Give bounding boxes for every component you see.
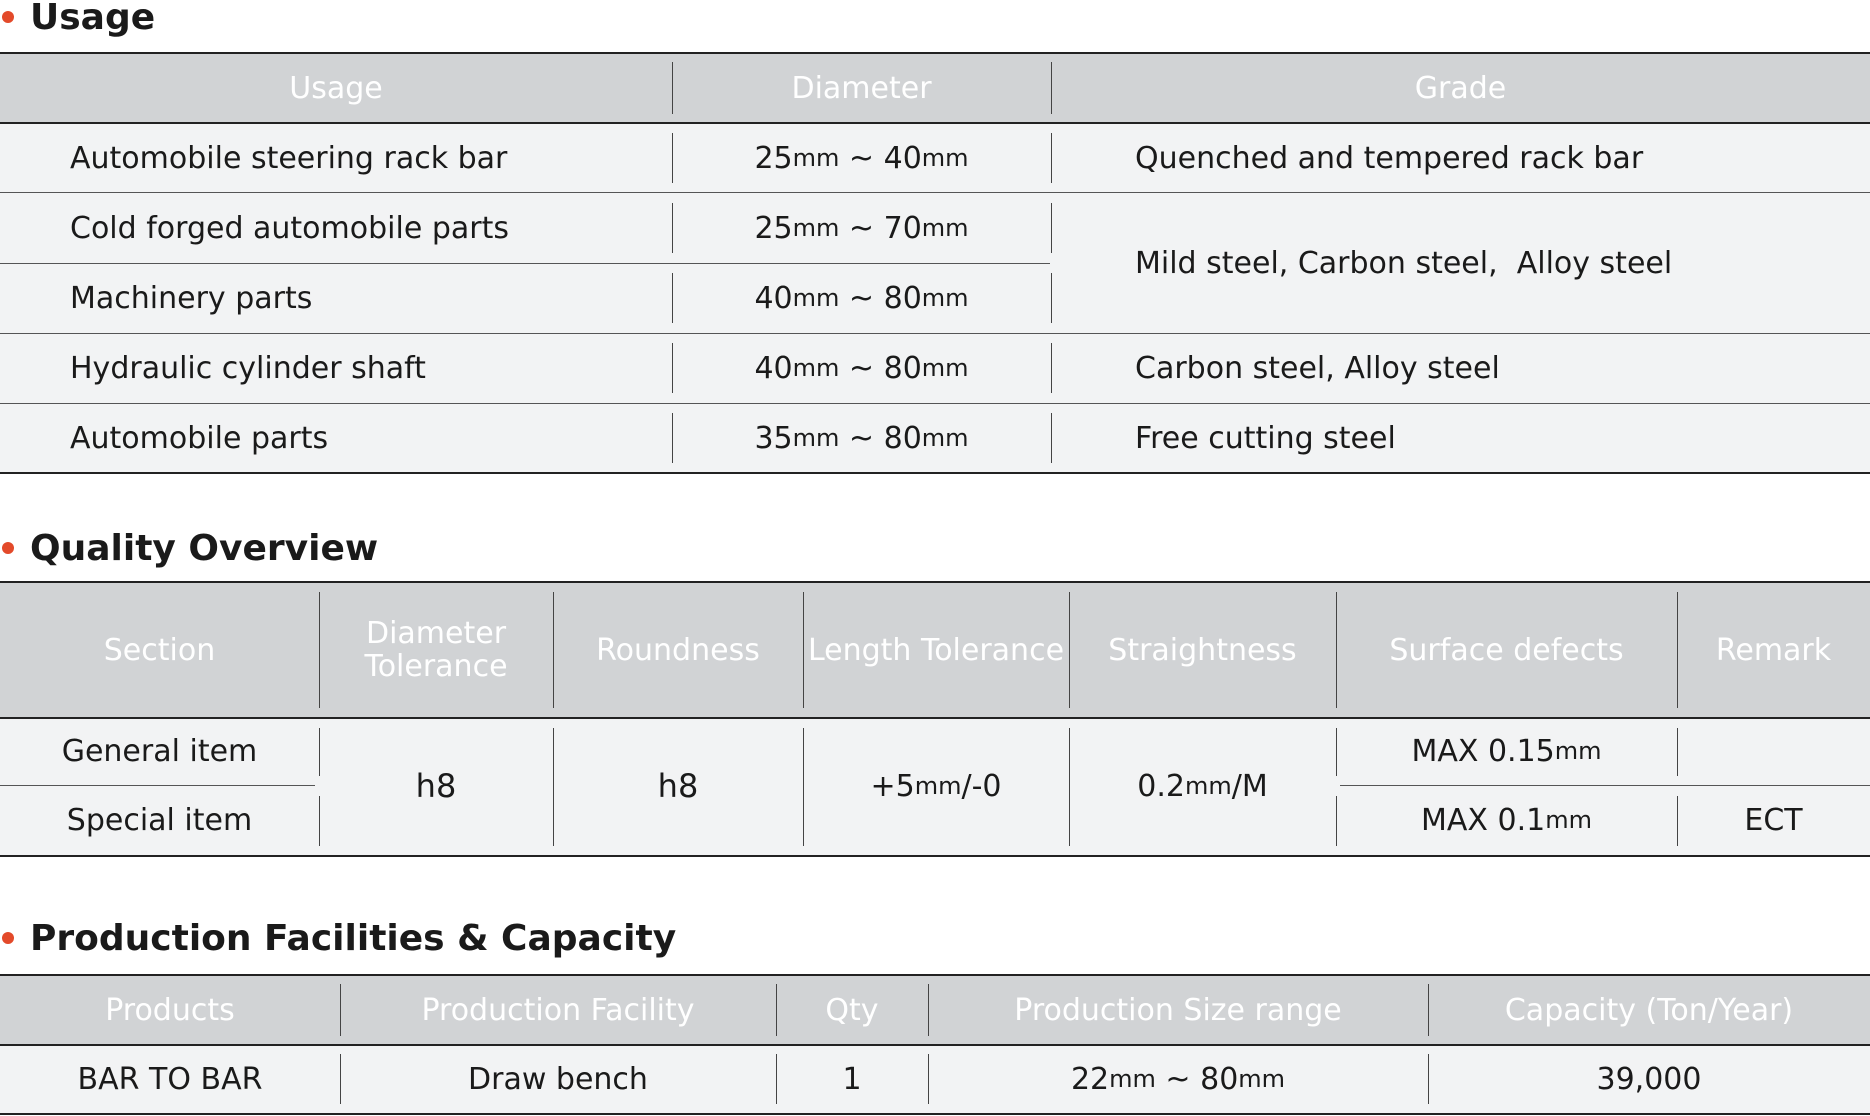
- diameter-min: 40: [754, 280, 793, 316]
- column-header-qty: Qty: [825, 992, 879, 1028]
- column-header-surface-defects: Surface defects: [1389, 632, 1624, 668]
- length-tolerance-plus: +5: [870, 769, 915, 804]
- unit-label: mm: [792, 423, 840, 452]
- remark-general: [1677, 718, 1870, 785]
- range-separator: ~: [839, 350, 884, 386]
- usage-heading: [0, 0, 156, 38]
- column-header-straightness: Straightness: [1108, 632, 1297, 668]
- size-min: 22: [1070, 1061, 1110, 1097]
- unit-label: mm: [921, 283, 969, 312]
- column-header-grade: Grade: [1414, 70, 1507, 106]
- column-header-roundness: Roundness: [596, 632, 760, 668]
- column-header-size-range: Production Size range: [1014, 992, 1342, 1028]
- roundness-value: h8: [657, 766, 699, 805]
- column-header-products: Products: [105, 992, 235, 1028]
- column-header-usage: Usage: [289, 70, 383, 106]
- straightness-per: /M: [1231, 769, 1268, 804]
- divider: [0, 855, 1870, 857]
- unit-label: mm: [921, 423, 969, 452]
- diameter-cell: [672, 403, 1051, 473]
- usage-cell: Hydraulic cylinder shaft: [70, 350, 426, 386]
- grade-cell: Carbon steel, Alloy steel: [1135, 350, 1500, 386]
- diameter-max: 80: [883, 420, 922, 456]
- diameter-cell: [672, 263, 1051, 333]
- bullet-icon: [2, 11, 14, 23]
- range-separator: ~: [839, 140, 884, 176]
- column-header-diameter: Diameter: [791, 70, 932, 106]
- section-special-item: Special item: [66, 803, 253, 838]
- surface-defect-special: [1336, 786, 1677, 855]
- quality-heading: [0, 528, 378, 568]
- qty-cell: 1: [842, 1061, 862, 1097]
- column-header-remark: Remark: [1715, 632, 1832, 668]
- unit-label: mm: [792, 143, 840, 172]
- unit-label: mm: [1109, 1064, 1156, 1093]
- unit-label: mm: [792, 213, 840, 242]
- column-header-capacity: Capacity (Ton/Year): [1504, 992, 1794, 1028]
- unit-label: mm: [1184, 772, 1232, 801]
- range-separator: ~: [839, 210, 884, 246]
- usage-cell: Machinery parts: [70, 280, 313, 316]
- range-separator: ~: [839, 280, 884, 316]
- length-tolerance-value: [803, 718, 1069, 855]
- grade-cell-merged: Mild steel, Carbon steel, Alloy steel: [1135, 245, 1673, 281]
- grade-cell: Quenched and tempered rack bar: [1135, 140, 1644, 176]
- straightness-value: [1069, 718, 1336, 855]
- range-separator: ~: [839, 420, 884, 456]
- divider: [0, 1113, 1870, 1115]
- bullet-icon: [2, 932, 14, 944]
- grade-cell: Free cutting steel: [1135, 420, 1396, 456]
- diameter-min: 40: [754, 350, 793, 386]
- column-divider: [1051, 273, 1052, 323]
- range-separator: ~: [1155, 1061, 1201, 1097]
- production-title: Production Facilities & Capacity: [30, 917, 677, 959]
- column-divider: [1051, 133, 1052, 183]
- column-header-section: Section: [103, 632, 216, 668]
- facility-cell: Draw bench: [468, 1061, 648, 1097]
- length-tolerance-minus: /-0: [961, 769, 1002, 804]
- diameter-cell: [672, 333, 1051, 403]
- unit-label: mm: [792, 283, 840, 312]
- surface-defect-special-value: MAX 0.1: [1421, 803, 1546, 838]
- diameter-cell: [672, 123, 1051, 193]
- diameter-min: 25: [754, 140, 793, 176]
- diameter-min: 35: [754, 420, 793, 456]
- usage-cell: Automobile steering rack bar: [70, 140, 508, 176]
- column-divider: [1051, 203, 1052, 253]
- diameter-min: 25: [754, 210, 793, 246]
- column-header-diameter-tolerance: Diameter Tolerance: [364, 616, 508, 684]
- unit-label: mm: [921, 353, 969, 382]
- diameter-max: 70: [883, 210, 922, 246]
- quality-title: Quality Overview: [30, 527, 379, 569]
- capacity-cell: 39,000: [1596, 1061, 1702, 1097]
- diameter-cell: [672, 193, 1051, 263]
- diameter-tolerance-value: h8: [415, 766, 457, 805]
- unit-label: mm: [1545, 806, 1592, 835]
- unit-label: mm: [914, 772, 962, 801]
- straightness-number: 0.2: [1137, 769, 1185, 804]
- size-max: 80: [1200, 1061, 1239, 1097]
- column-divider: [1051, 413, 1052, 463]
- product-cell: BAR TO BAR: [77, 1061, 263, 1097]
- section-general-item: General item: [61, 734, 258, 769]
- diameter-max: 80: [883, 280, 922, 316]
- unit-label: mm: [792, 353, 840, 382]
- surface-defect-general: [1336, 718, 1677, 785]
- usage-cell: Cold forged automobile parts: [70, 210, 509, 246]
- usage-title: Usage: [30, 0, 156, 38]
- bullet-icon: [2, 542, 14, 554]
- diameter-max: 40: [883, 140, 922, 176]
- production-heading: [0, 918, 676, 958]
- remark-special: ECT: [1744, 803, 1803, 838]
- column-divider: [1051, 343, 1052, 393]
- unit-label: mm: [1238, 1064, 1286, 1093]
- column-header-production-facility: Production Facility: [421, 992, 695, 1028]
- diameter-max: 80: [883, 350, 922, 386]
- surface-defect-general-value: MAX 0.15: [1411, 734, 1555, 769]
- size-range-cell: [928, 1045, 1428, 1113]
- unit-label: mm: [921, 143, 969, 172]
- column-header-length-tolerance: Length Tolerance: [807, 632, 1065, 668]
- unit-label: mm: [1554, 737, 1602, 766]
- unit-label: mm: [921, 213, 969, 242]
- usage-cell: Automobile parts: [70, 420, 329, 456]
